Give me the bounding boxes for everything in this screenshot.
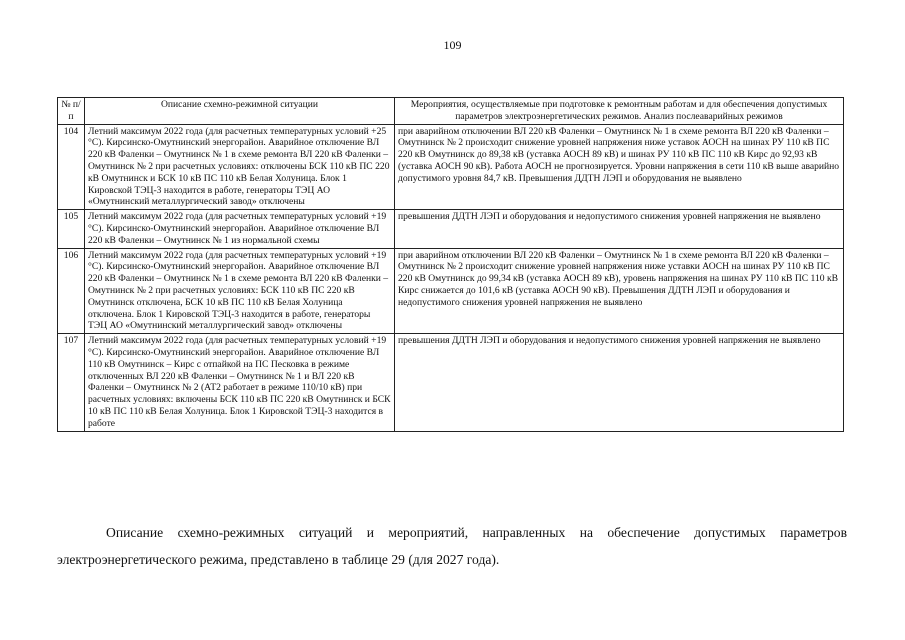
header-num: № п/п xyxy=(58,98,85,125)
row-measures: при аварийном отключении ВЛ 220 кВ Фаленки – Омутнинск № 1 в схеме ремонта ВЛ 220 кВ Фаленки – Омутнинск № 2 происходит снижение уровней напряжения ниже уставок АОСН на шинах РУ 110 кВ ПС 220 кВ Омутнинск до 89,38 кВ (уставка АОСН 89 кВ) и шинах РУ 110 кВ ПС 110 кВ Кирс до 92,93 кВ (уставка АОСН 90 кВ). Работа АОСН не прогнозируется. Уровни напряжения в сети 110 кВ выше аварийно допустимого уровня 84,7 кВ. Превышения ДДТН ЛЭП и оборудования не выявлено xyxy=(395,124,844,210)
row-description: Летний максимум 2022 года (для расчетных температурных условий +19 °С). Кирсинско-Омутнинский энергорайон. Аварийное отключение ВЛ 220 кВ Фаленки – Омутнинск № 1 в схеме ремонта ВЛ 220 кВ Фаленки – Омутнинск № 2 при расчетных условиях: БСК 110 кВ ПС 220 кВ Омутнинск отключена, БСК 10 кВ ПС 110 кВ Белая Холуница отключена. Блок 1 Кировской ТЭЦ-3 находится в работе, генераторы ТЭЦ АО «Омутнинский металлургический завод» отключены xyxy=(85,248,395,334)
row-measures: при аварийном отключении ВЛ 220 кВ Фаленки – Омутнинск № 1 в схеме ремонта ВЛ 220 кВ Фаленки – Омутнинск № 2 происходит снижение уровней напряжения ниже уставки АОСН на шинах РУ 110 кВ ПС 220 кВ Омутнинск до 99,34 кВ (уставка АОСН 89 кВ), уровень напряжения на шинах РУ 110 кВ ПС 110 кВ Кирс снижается до 101,6 кВ (уставка АОСН 90 кВ). Превышения ДДТН ЛЭП и оборудования и недопустимого снижения уровней напряжения не выявлено xyxy=(395,248,844,334)
table-row xyxy=(58,334,844,431)
row-num: 105 xyxy=(58,210,85,248)
row-description: Летний максимум 2022 года (для расчетных температурных условий +19 °С). Кирсинско-Омутнинский энергорайон. Аварийное отключение ВЛ 220 кВ Фаленки – Омутнинск № 1 из нормальной схемы xyxy=(85,210,395,248)
row-description: Летний максимум 2022 года (для расчетных температурных условий +19 °С). Кирсинско-Омутнинский энергорайон. Аварийное отключение ВЛ 110 кВ Омутнинск – Кирс с отпайкой на ПС Песковка в режиме отключенных ВЛ 220 кВ Фаленки – Омутнинск № 1 и ВЛ 220 кВ Фаленки – Омутнинск № 2 (АТ2 работает в режиме 110/10 кВ) при расчетных условиях: включены БСК 110 кВ ПС 220 кВ Омутнинск и БСК 10 кВ ПС 110 кВ Белая Холуница. Блок 1 Кировской ТЭЦ-3 находится в работе xyxy=(85,334,395,431)
header-measures: Мероприятия, осуществляемые при подготовке к ремонтным работам и для обеспечения допустимых параметров электроэнергетических режимов. Анализ послеаварийных режимов xyxy=(395,98,844,125)
row-num: 106 xyxy=(58,248,85,334)
regime-table xyxy=(57,97,844,432)
row-num: 104 xyxy=(58,124,85,210)
body-paragraph: Описание схемно-режимных ситуаций и мероприятий, направленных на обеспечение допустимых параметров электроэнергетического режима, представлено в таблице 29 (для 2027 года). xyxy=(57,525,847,567)
header-description: Описание схемно-режимной ситуации xyxy=(85,98,395,125)
table-row xyxy=(58,124,844,210)
table-row xyxy=(58,210,844,248)
table-row xyxy=(58,248,844,334)
row-measures: превышения ДДТН ЛЭП и оборудования и недопустимого снижения уровней напряжения не выявлено xyxy=(395,334,844,431)
table-header-row xyxy=(58,98,844,125)
row-description: Летний максимум 2022 года (для расчетных температурных условий +25 °С). Кирсинско-Омутнинский энергорайон. Аварийное отключение ВЛ 220 кВ Фаленки – Омутнинск № 1 в схеме ремонта ВЛ 220 кВ Фаленки – Омутнинск № 2 при расчетных условиях: отключены БСК 110 кВ ПС 220 кВ Омутнинск и БСК 10 кВ ПС 110 кВ Белая Холуница. Блок 1 Кировской ТЭЦ-3 находится в работе, генераторы ТЭЦ АО «Омутнинский металлургический завод» отключены xyxy=(85,124,395,210)
row-num: 107 xyxy=(58,334,85,431)
row-measures: превышения ДДТН ЛЭП и оборудования и недопустимого снижения уровней напряжения не выявлено xyxy=(395,210,844,248)
page-number: 109 xyxy=(443,38,462,52)
